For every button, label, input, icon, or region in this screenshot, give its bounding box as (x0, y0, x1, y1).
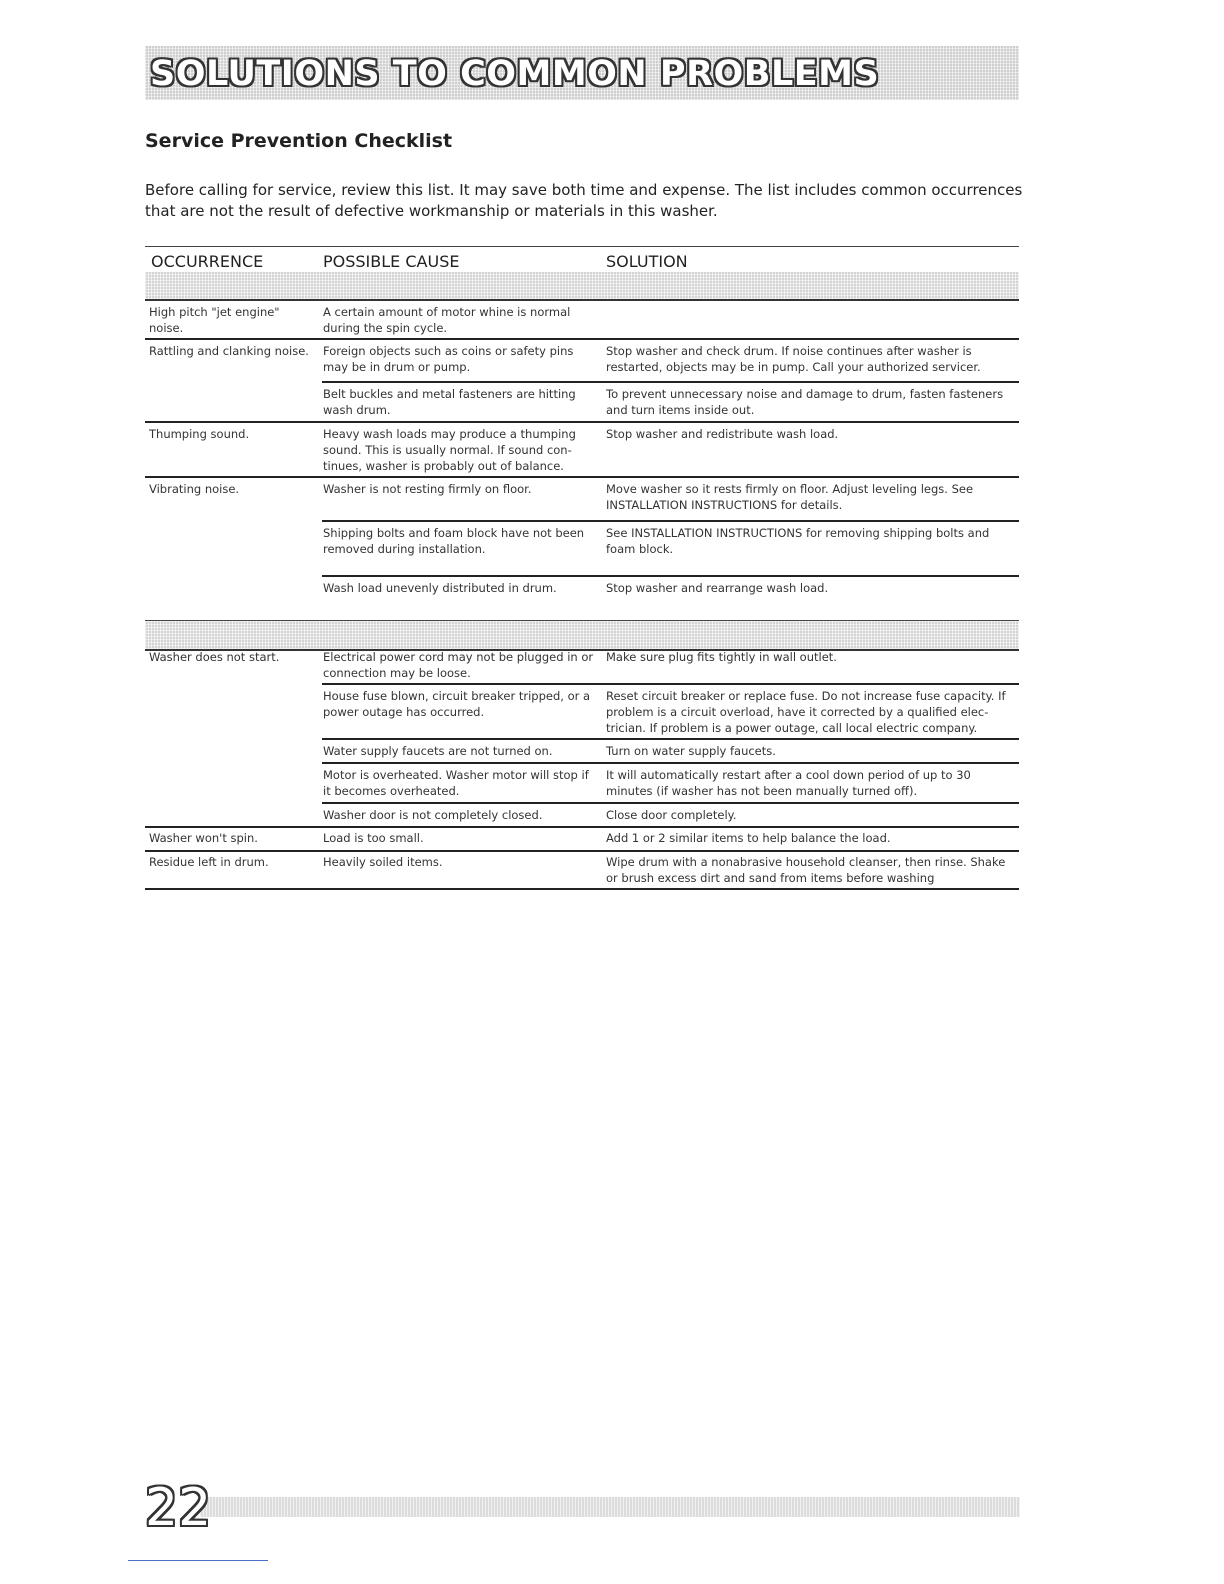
cause-cell: Heavy wash loads may produce a thumping sound. This is usually normal. If sound con-tinues, washer is probably out of balance. (323, 427, 576, 473)
cause-cell: Water supply faucets are not turned on. (323, 744, 553, 758)
row-divider (145, 826, 1019, 828)
occurrence-cell: Thumping sound. (149, 427, 250, 441)
page-number: 22 (145, 1478, 212, 1538)
solution-cell: Make sure plug fits tightly in wall outlet. (606, 650, 837, 664)
section-pattern-band (145, 620, 1019, 651)
cause-cell: Load is too small. (323, 831, 424, 845)
intro-paragraph: Before calling for service, review this list. It may save both time and expense. The list includes common occurrences that are not the result of defective workmanship or materials in this washer. (145, 181, 1023, 220)
solution-cell: Move washer so it rests firmly on floor. Adjust leveling legs. See INSTALLATION INSTRUCTIONS for details. (606, 482, 974, 512)
solution-cell: It will automatically restart after a cool down period of up to 30 minutes (if washer has not been manually turned off). (606, 768, 971, 798)
solution-cell: Close door completely. (606, 808, 737, 822)
row-divider (145, 338, 1019, 340)
row-divider (322, 738, 1019, 740)
cause-cell: Belt buckles and metal fasteners are hitting wash drum. (323, 387, 576, 417)
cause-cell: Washer is not resting firmly on floor. (323, 482, 532, 496)
occurrence-cell: High pitch "jet engine" noise. (149, 305, 280, 335)
solution-cell: Wipe drum with a nonabrasive household cleanser, then rinse. Shake or brush excess dirt and sand from items before washing (606, 855, 1006, 885)
row-divider (322, 575, 1019, 577)
occurrence-cell: Residue left in drum. (149, 855, 269, 869)
solution-cell: Turn on water supply faucets. (606, 744, 776, 758)
solution-cell: Stop washer and redistribute wash load. (606, 427, 839, 441)
cause-cell: Heavily soiled items. (323, 855, 443, 869)
row-divider (322, 683, 1019, 685)
header-pattern-band (145, 272, 1019, 301)
cause-cell: Motor is overheated. Washer motor will stop if it becomes overheated. (323, 768, 589, 798)
cause-cell: Washer door is not completely closed. (323, 808, 543, 822)
cause-cell: Wash load unevenly distributed in drum. (323, 581, 557, 595)
solution-cell: Stop washer and rearrange wash load. (606, 581, 829, 595)
cause-cell: Foreign objects such as coins or safety pins may be in drum or pump. (323, 344, 574, 374)
row-divider (322, 762, 1019, 764)
column-header-solution: SOLUTION (606, 252, 688, 271)
table-bottom-rule (145, 888, 1019, 890)
row-divider (322, 520, 1019, 522)
occurrence-cell: Washer won't spin. (149, 831, 258, 845)
row-divider (145, 421, 1019, 423)
solution-cell: See INSTALLATION INSTRUCTIONS for removing shipping bolts and foam block. (606, 526, 990, 556)
occurrence-cell: Rattling and clanking noise. (149, 344, 309, 358)
row-divider (145, 850, 1019, 852)
solution-cell: Add 1 or 2 similar items to help balance the load. (606, 831, 891, 845)
cause-cell: A certain amount of motor whine is normal during the spin cycle. (323, 305, 571, 335)
page-title: SOLUTIONS TO COMMON PROBLEMS (150, 54, 880, 94)
row-divider (145, 476, 1019, 478)
solution-cell: Reset circuit breaker or replace fuse. Do not increase fuse capacity. If problem is a circuit overload, have it corrected by a qualified elec-trician. If problem is a power outage, call local electric company. (606, 689, 1006, 735)
column-header-cause: POSSIBLE CAUSE (323, 252, 460, 271)
column-header-occurrence: OCCURRENCE (151, 252, 264, 271)
row-divider (322, 381, 1019, 383)
section-subtitle: Service Prevention Checklist (145, 130, 453, 152)
cause-cell: Electrical power cord may not be plugged in or connection may be loose. (323, 650, 594, 680)
solution-cell: Stop washer and check drum. If noise continues after washer is restarted, objects may be in pump. Call your authorized servicer. (606, 344, 981, 374)
solution-cell: To prevent unnecessary noise and damage to drum, fasten fasteners and turn items inside out. (606, 387, 1004, 417)
cause-cell: House fuse blown, circuit breaker tripped, or a power outage has occurred. (323, 689, 591, 719)
table-header (145, 246, 1019, 299)
footer-rule (128, 1560, 268, 1561)
row-divider (322, 802, 1019, 804)
occurrence-cell: Washer does not start. (149, 650, 280, 664)
footer-pattern-band (200, 1497, 1020, 1517)
occurrence-cell: Vibrating noise. (149, 482, 240, 496)
cause-cell: Shipping bolts and foam block have not been removed during installation. (323, 526, 585, 556)
